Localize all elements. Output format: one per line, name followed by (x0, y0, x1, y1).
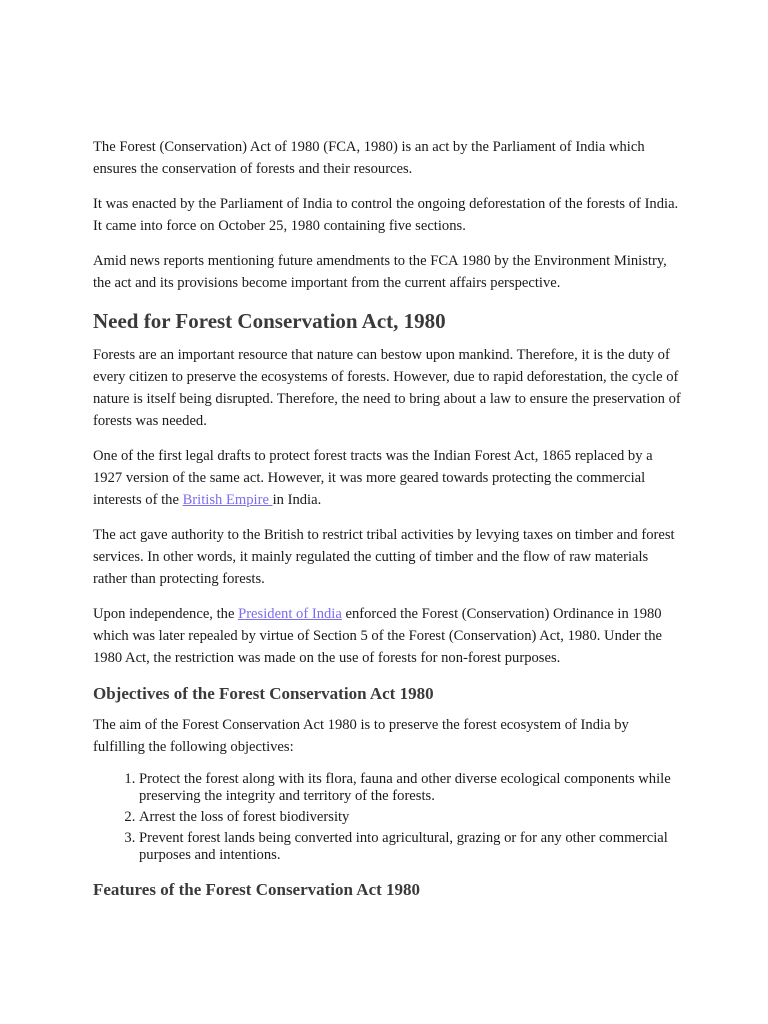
british-empire-link[interactable]: British Empire (182, 492, 273, 508)
objectives-heading: Objectives of the Forest Conservation Act 1980 (93, 684, 434, 703)
objectives-intro: The aim of the Forest Conservation Act 1980 is to preserve the forest ecosystem of India by fulfilling the following objectives: (93, 717, 629, 755)
intro-paragraph-1: The Forest (Conservation) Act of 1980 (FCA, 1980) is an act by the Parliament of India which ensures the conservation of forests and their resources. (93, 139, 645, 177)
need-paragraph-2-text-before: One of the first legal drafts to protect forest tracts was the Indian Forest Act, 1865 replaced by a 1927 version of the same act. However, it was more geared towards protecting the commercial interests of the (93, 448, 653, 508)
need-paragraph-4-text-before: Upon independence, the (93, 606, 239, 622)
list-item: 2. Arrest the loss of forest biodiversity (139, 809, 681, 826)
features-heading: Features of the Forest Conservation Act 1980 (93, 880, 421, 899)
need-paragraph-2 (93, 445, 681, 511)
need-paragraph-3: The act gave authority to the British to restrict tribal activities by levying taxes on timber and forest services. In other words, it mainly regulated the cutting of timber and the flow of raw materials rather than protecting forests. (93, 527, 675, 587)
intro-paragraph-3: Amid news reports mentioning future amendments to the FCA 1980 by the Environment Ministry, the act and its provisions become important from the current affairs perspective. (93, 253, 667, 291)
intro-paragraph-2: It was enacted by the Parliament of India to control the ongoing deforestation of the forests of India. It came into force on October 25, 1980 containing five sections. (93, 196, 679, 234)
need-paragraph-4-text-after: enforced the Forest (Conservation) Ordinance in 1980 which was later repealed by virtue of Section 5 of the Forest (Conservation) Act, 1980. Under the 1980 Act, the restriction was made on the use of forests for non-forest purposes. (93, 606, 662, 666)
objectives-list (93, 771, 681, 864)
need-paragraph-4 (93, 603, 681, 669)
president-of-india-link[interactable]: President of India (238, 606, 342, 622)
list-item: 3. Prevent forest lands being converted into agricultural, grazing or for any other commercial purposes and intentions. (139, 830, 681, 864)
need-paragraph-1: Forests are an important resource that nature can bestow upon mankind. Therefore, it is the duty of every citizen to preserve the ecosystems of forests. However, due to rapid deforestation, the cycle of nature is itself being disrupted. Therefore, the need to bring about a law to ensure the preservation of forests was needed. (93, 347, 681, 429)
need-heading: Need for Forest Conservation Act, 1980 (93, 309, 446, 333)
need-paragraph-2-text-after: in India. (272, 492, 322, 508)
list-item: 1. Protect the forest along with its flora, fauna and other diverse ecological components while preserving the integrity and territory of the forests. (139, 771, 681, 805)
document-body (93, 136, 681, 910)
